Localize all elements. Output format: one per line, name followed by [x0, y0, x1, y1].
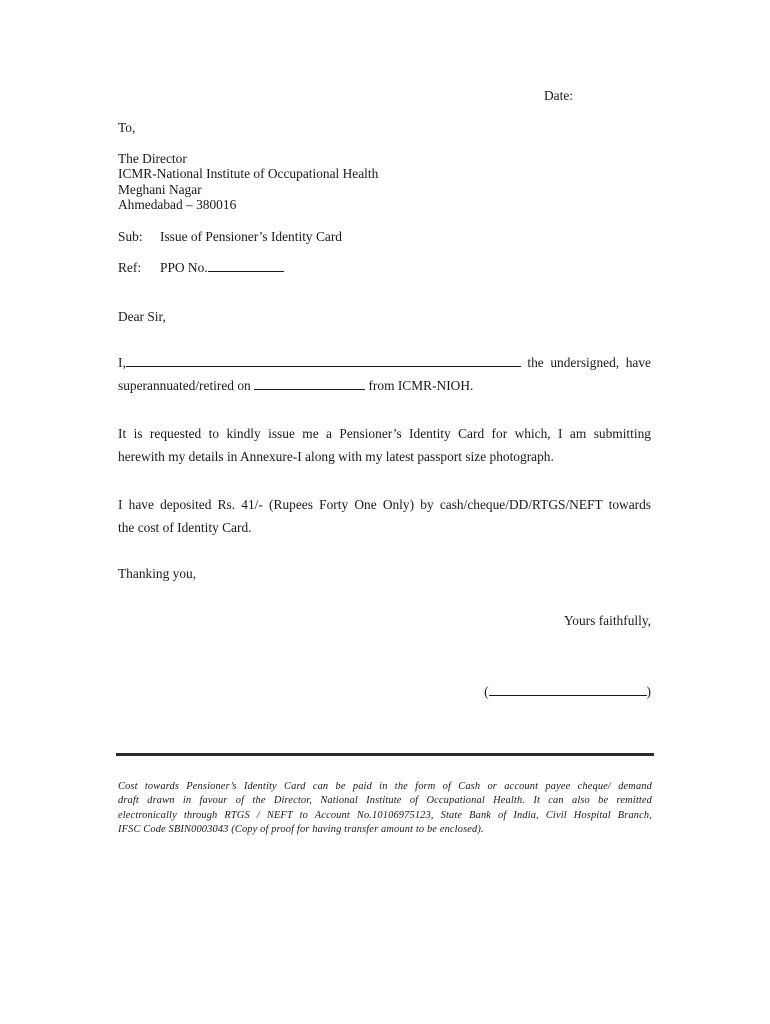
footnote-line1: Cost towards Pensioner’s Identity Card can be paid in the form of Cash or account payee cheque/ demand [118, 781, 652, 792]
pronoun-text: I, [118, 355, 126, 370]
reference-line [118, 260, 284, 276]
recipient-city: Ahmedabad – 380016 [118, 197, 237, 212]
salutation: Dear Sir, [118, 309, 166, 324]
paragraph-request-line1: It is requested to kindly issue me a Pensioner’s Identity Card for which, I am submitting [118, 426, 651, 441]
paragraph-retirement-line2 [118, 374, 651, 397]
reference-label: Ref: [118, 260, 142, 275]
paragraph-request-line2: herewith my details in Annexure-I along with my latest passport size photograph. [118, 449, 554, 464]
paragraph-deposit [118, 493, 651, 539]
subject-text: Issue of Pensioner’s Identity Card [160, 229, 342, 244]
retirement-date-blank[interactable] [254, 378, 365, 390]
footnote-divider [116, 753, 654, 756]
footnote [118, 780, 652, 837]
retired-on-text: superannuated/retired on [118, 378, 251, 393]
paragraph-request [118, 422, 651, 468]
recipient-locality: Meghani Nagar [118, 182, 202, 197]
ppo-number-blank[interactable] [208, 260, 284, 272]
recipient-title: The Director [118, 151, 187, 166]
footnote-line3: electronically through RTGS / NEFT to Account No.10106975123, State Bank of India, Civil Hospital Branch, [118, 809, 652, 821]
paragraph-retirement [118, 351, 651, 397]
closing-line: Yours faithfully, [563, 613, 651, 628]
subject-line [118, 229, 342, 245]
signature-close-paren: ) [646, 684, 651, 699]
footnote-line2: draft drawn in favour of the Director, National Institute of Occupational Health. It can also be remitted [118, 795, 652, 807]
signature-open-paren: ( [484, 684, 489, 699]
name-blank[interactable] [126, 355, 521, 367]
paragraph-retirement-line1 [118, 351, 651, 374]
recipient-institution: ICMR-National Institute of Occupational Health [118, 166, 379, 181]
paragraph-deposit-line1: I have deposited Rs. 41/- (Rupees Forty One Only) by cash/cheque/DD/RTGS/NEFT towards [118, 497, 651, 512]
thanking-line: Thanking you, [118, 566, 197, 581]
signature-block [484, 684, 651, 700]
from-institute-text: from ICMR-NIOH. [368, 378, 474, 393]
reference-text: PPO No. [160, 260, 208, 275]
paragraph-deposit-line2: the cost of Identity Card. [118, 520, 252, 535]
signature-name-blank[interactable] [489, 684, 647, 696]
to-line: To, [118, 120, 136, 135]
date-label: Date: [544, 88, 573, 103]
subject-label: Sub: [118, 229, 143, 244]
undersigned-text: the undersigned, have [527, 355, 651, 370]
footnote-line4: IFSC Code SBIN0003043 (Copy of proof for having transfer amount to be enclosed). [118, 823, 484, 835]
